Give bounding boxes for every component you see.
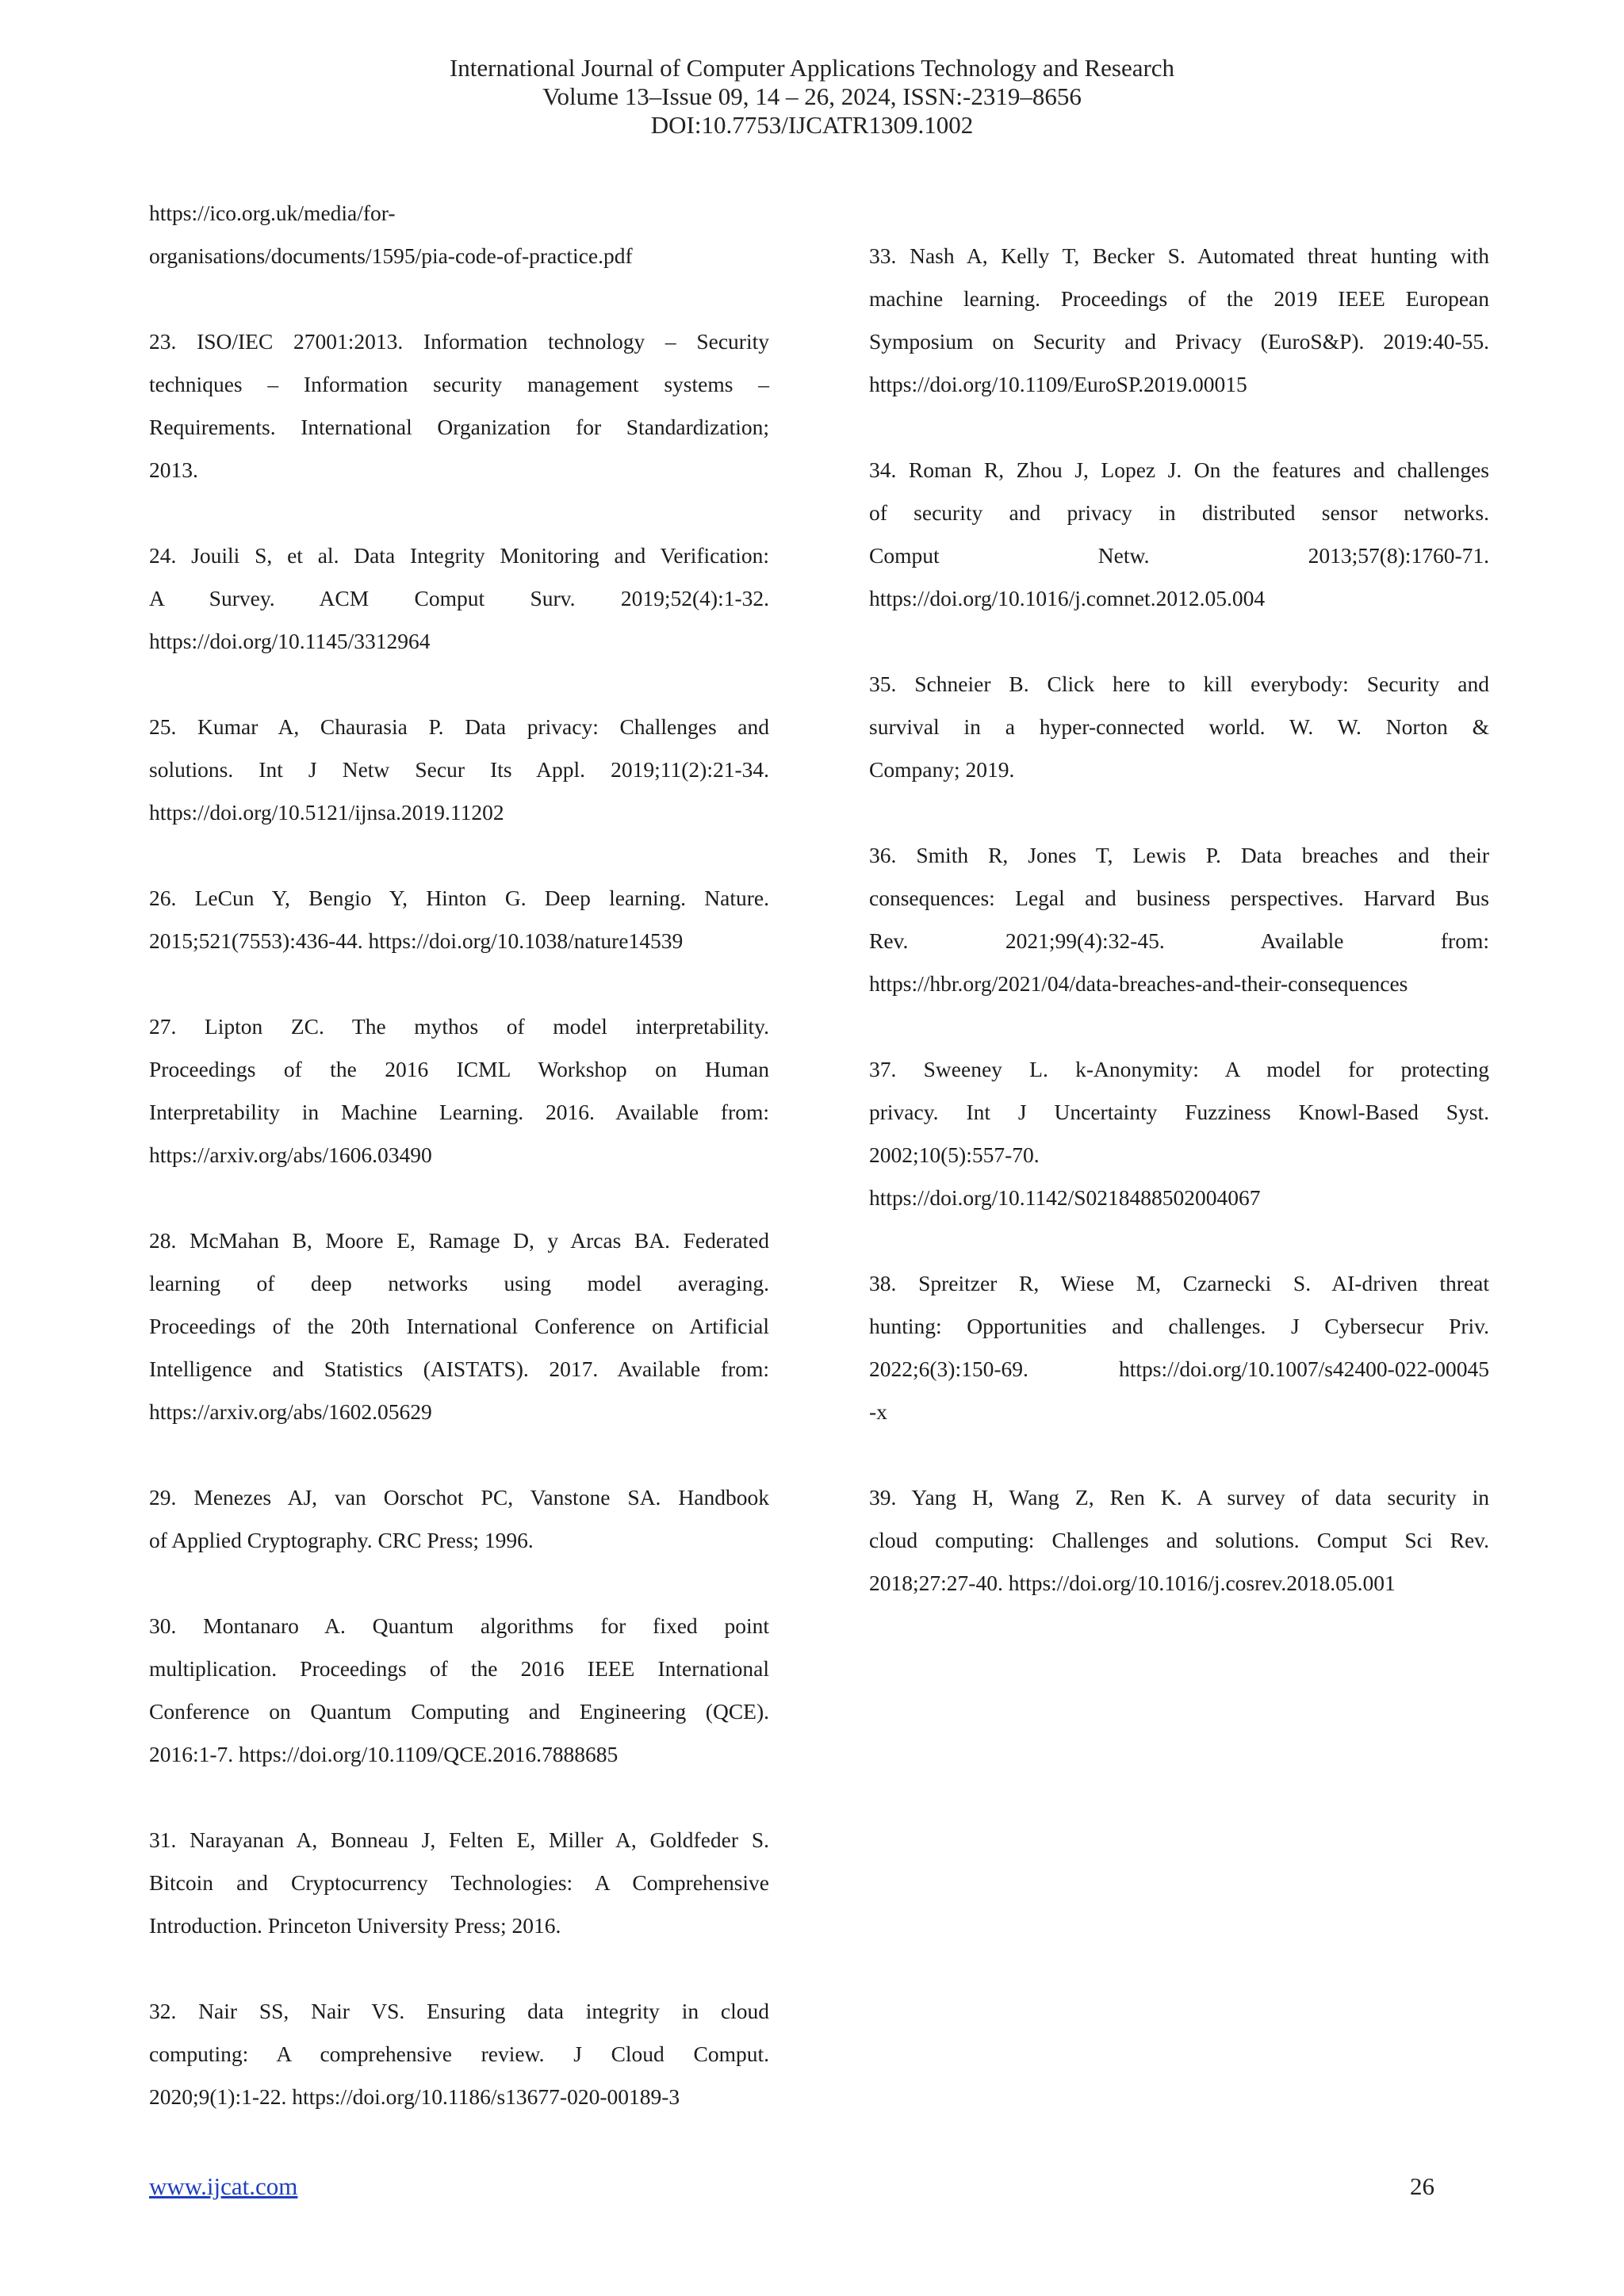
reference-entry (149, 1005, 769, 1177)
reference-line: computing: A comprehensive review. J Cloud Comput. (149, 2042, 769, 2066)
reference-line: learning of deep networks using model averaging. (149, 1271, 769, 1295)
reference-line: Bitcoin and Cryptocurrency Technologies: A Comprehensive (149, 1870, 769, 1895)
reference-line: 25. Kumar A, Chaurasia P. Data privacy: Challenges and (149, 714, 769, 739)
reference-entry (149, 1219, 769, 1433)
reference-entry (149, 1819, 769, 1947)
reference-line: https://ico.org.uk/media/for- (149, 201, 396, 225)
journal-title: International Journal of Computer Applications Technology and Research (449, 54, 1175, 82)
reference-entry (869, 449, 1489, 620)
reference-line: https://doi.org/10.1145/3312964 (149, 629, 431, 653)
reference-entry (869, 235, 1489, 406)
reference-line: 2016:1-7. https://doi.org/10.1109/QCE.2016.7888685 (149, 1742, 619, 1766)
reference-line: 33. Nash A, Kelly T, Becker S. Automated threat hunting with (869, 243, 1489, 268)
reference-line: Rev. 2021;99(4):32-45. Available from: (869, 928, 1489, 953)
reference-line: cloud computing: Challenges and solutions. Comput Sci Rev. (869, 1528, 1489, 1552)
reference-line: Proceedings of the 2016 ICML Workshop on Human (149, 1057, 769, 1081)
reference-line: 38. Spreitzer R, Wiese M, Czarnecki S. AI-driven threat (869, 1271, 1489, 1295)
reference-entry (869, 1476, 1489, 1605)
reference-entry (869, 663, 1489, 791)
reference-line: https://doi.org/10.1016/j.comnet.2012.05.004 (869, 586, 1266, 610)
reference-line: https://doi.org/10.1109/EuroSP.2019.00015 (869, 372, 1247, 396)
reference-line: solutions. Int J Netw Secur Its Appl. 2019;11(2):21-34. (149, 757, 769, 782)
reference-line: Comput Netw. 2013;57(8):1760-71. (869, 543, 1489, 568)
reference-line: Company; 2019. (869, 757, 1015, 782)
journal-doi: DOI:10.7753/IJCATR1309.1002 (650, 111, 974, 139)
reference-line: organisations/documents/1595/pia-code-of-practice.pdf (149, 243, 633, 268)
reference-line: 35. Schneier B. Click here to kill everybody: Security and (869, 672, 1489, 696)
reference-entry (869, 834, 1489, 1005)
reference-entry (149, 1476, 769, 1562)
reference-line: machine learning. Proceedings of the 2019 IEEE European (869, 286, 1489, 311)
reference-entry (149, 320, 769, 492)
reference-line: 29. Menezes AJ, van Oorschot PC, Vanstone SA. Handbook (149, 1485, 769, 1510)
reference-line: https://hbr.org/2021/04/data-breaches-and-their-consequences (869, 971, 1408, 996)
reference-entry (149, 1605, 769, 1776)
reference-line: -x (869, 1399, 887, 1424)
reference-line: Introduction. Princeton University Press; 2016. (149, 1913, 561, 1938)
journal-website-link[interactable]: www.ijcat.com (149, 2172, 298, 2200)
reference-line: 39. Yang H, Wang Z, Ren K. A survey of data security in (869, 1485, 1489, 1510)
reference-line: 2002;10(5):557-70. (869, 1142, 1040, 1167)
reference-line: consequences: Legal and business perspectives. Harvard Bus (869, 886, 1489, 910)
journal-header (0, 54, 1624, 140)
reference-entry (149, 192, 769, 277)
reference-line: Intelligence and Statistics (AISTATS). 2017. Available from: (149, 1357, 769, 1381)
reference-line: 27. Lipton ZC. The mythos of model interpretability. (149, 1014, 769, 1039)
reference-line: techniques – Information security management systems – (149, 372, 769, 396)
references-right-column (869, 235, 1489, 1647)
reference-line: 2020;9(1):1-22. https://doi.org/10.1186/s13677-020-00189-3 (149, 2084, 680, 2109)
reference-line: multiplication. Proceedings of the 2016 IEEE International (149, 1656, 769, 1681)
reference-entry (869, 1262, 1489, 1433)
reference-line: https://doi.org/10.1142/S0218488502004067 (869, 1185, 1261, 1210)
reference-line: 2015;521(7553):436-44. https://doi.org/10.1038/nature14539 (149, 928, 684, 953)
page-number: 26 (1410, 2172, 1434, 2200)
reference-line: https://doi.org/10.5121/ijnsa.2019.11202 (149, 800, 504, 825)
reference-line: hunting: Opportunities and challenges. J Cybersecur Priv. (869, 1314, 1489, 1338)
reference-line: of Applied Cryptography. CRC Press; 1996. (149, 1528, 534, 1552)
reference-line: 37. Sweeney L. k-Anonymity: A model for protecting (869, 1057, 1489, 1081)
journal-volume: Volume 13–Issue 09, 14 – 26, 2024, ISSN:-2319–8656 (542, 82, 1082, 110)
reference-line: 2018;27:27-40. https://doi.org/10.1016/j.cosrev.2018.05.001 (869, 1571, 1396, 1595)
reference-line: 24. Jouili S, et al. Data Integrity Monitoring and Verification: (149, 543, 769, 568)
reference-line: https://arxiv.org/abs/1602.05629 (149, 1399, 432, 1424)
reference-entry (149, 1990, 769, 2118)
reference-line: A Survey. ACM Comput Surv. 2019;52(4):1-32. (149, 586, 769, 610)
reference-line: Proceedings of the 20th International Conference on Artificial (149, 1314, 769, 1338)
reference-line: 2013. (149, 457, 198, 482)
reference-entry (149, 706, 769, 834)
reference-line: 28. McMahan B, Moore E, Ramage D, y Arcas BA. Federated (149, 1228, 769, 1253)
references-left-column (149, 192, 769, 2161)
reference-line: 26. LeCun Y, Bengio Y, Hinton G. Deep learning. Nature. (149, 886, 769, 910)
reference-line: Symposium on Security and Privacy (EuroS&P). 2019:40-55. (869, 329, 1489, 354)
reference-entry (149, 877, 769, 962)
reference-line: of security and privacy in distributed sensor networks. (869, 500, 1489, 525)
reference-line: 32. Nair SS, Nair VS. Ensuring data integrity in cloud (149, 1999, 769, 2023)
reference-entry (149, 534, 769, 663)
reference-line: Requirements. International Organization for Standardization; (149, 415, 769, 439)
reference-line: 30. Montanaro A. Quantum algorithms for fixed point (149, 1613, 769, 1638)
reference-line: 34. Roman R, Zhou J, Lopez J. On the features and challenges (869, 457, 1489, 482)
reference-line: 2022;6(3):150-69. https://doi.org/10.1007/s42400-022-00045 (869, 1357, 1489, 1381)
reference-line: privacy. Int J Uncertainty Fuzziness Knowl-Based Syst. (869, 1100, 1489, 1124)
reference-line: Conference on Quantum Computing and Engineering (QCE). (149, 1699, 769, 1724)
reference-line: survival in a hyper-connected world. W. W. Norton & (869, 714, 1489, 739)
reference-line: 36. Smith R, Jones T, Lewis P. Data breaches and their (869, 843, 1489, 867)
reference-line: 23. ISO/IEC 27001:2013. Information technology – Security (149, 329, 769, 354)
reference-line: 31. Narayanan A, Bonneau J, Felten E, Miller A, Goldfeder S. (149, 1827, 769, 1852)
reference-line: https://arxiv.org/abs/1606.03490 (149, 1142, 432, 1167)
reference-line: Interpretability in Machine Learning. 2016. Available from: (149, 1100, 769, 1124)
reference-entry (869, 1048, 1489, 1219)
